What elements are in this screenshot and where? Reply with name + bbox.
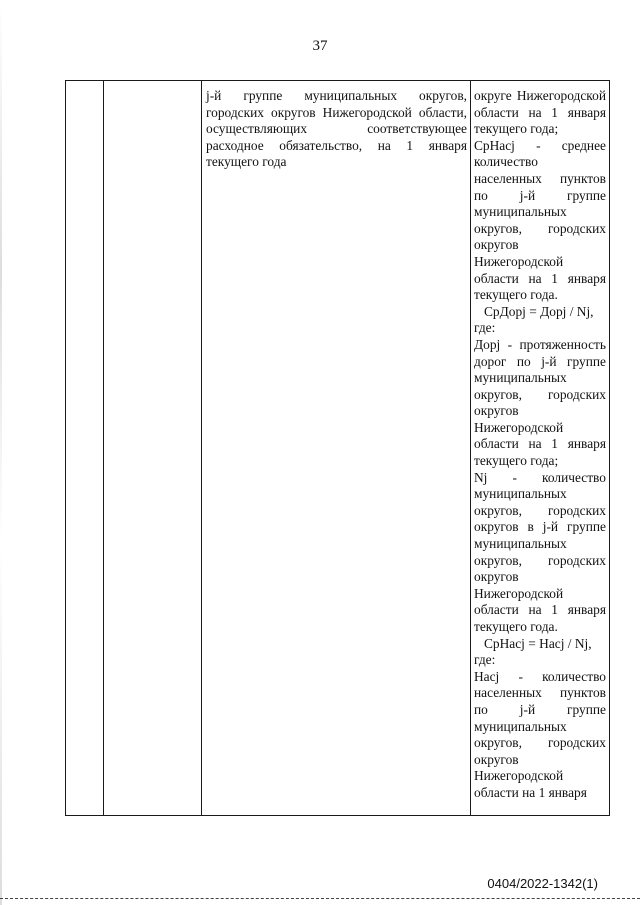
col4-paragraph: округе Нижегородской области на 1 января текущего года;: [474, 88, 606, 137]
table-cell-col4: [471, 81, 610, 816]
document-code: 0404/2022-1342(1): [487, 876, 598, 891]
document-table: [65, 80, 610, 816]
table-row: [66, 81, 610, 816]
col3-text: [202, 81, 470, 171]
col3-paragraph: j-й группе муниципальных округов, городских округов Нижегородской области, осуществляющих соответствующее расходное обязательство, на 1 января текущего года: [206, 88, 467, 170]
col4-paragraph: где:: [474, 320, 496, 336]
col4-paragraph: где:: [474, 652, 496, 668]
table-cell-col3: [202, 81, 471, 816]
col4-paragraph: СрНасj = Насj / Nj,: [484, 635, 592, 651]
table-cell-col1: [66, 81, 104, 816]
col4-paragraph: Nj - количество муниципальных округов, городских округов в j-й группе муниципальных округов, городских округов Нижегородской области на 1 января текущего года.: [474, 469, 606, 634]
col4-text: [471, 81, 609, 802]
page-number: 37: [312, 38, 328, 54]
col4-paragraph: СрНасj - среднее количество населенных пунктов по j-й группе муниципальных округов, городских округов Нижегородской области на 1 января текущего года.: [474, 137, 606, 303]
scan-left-edge: [0, 0, 2, 905]
col4-paragraph: Дорj - протяженность дорог по j-й группе муниципальных округов, городских округов Нижегородской области на 1 января текущего года;: [474, 336, 606, 469]
col4-paragraph: Насj - количество населенных пунктов по j-й группе муниципальных округов, городских округов Нижегородской области на 1 января: [474, 668, 606, 800]
scan-bottom-edge: [0, 898, 640, 900]
col4-paragraph: СрДорj = Дорj / Nj,: [484, 303, 594, 319]
table-cell-col2: [104, 81, 202, 816]
